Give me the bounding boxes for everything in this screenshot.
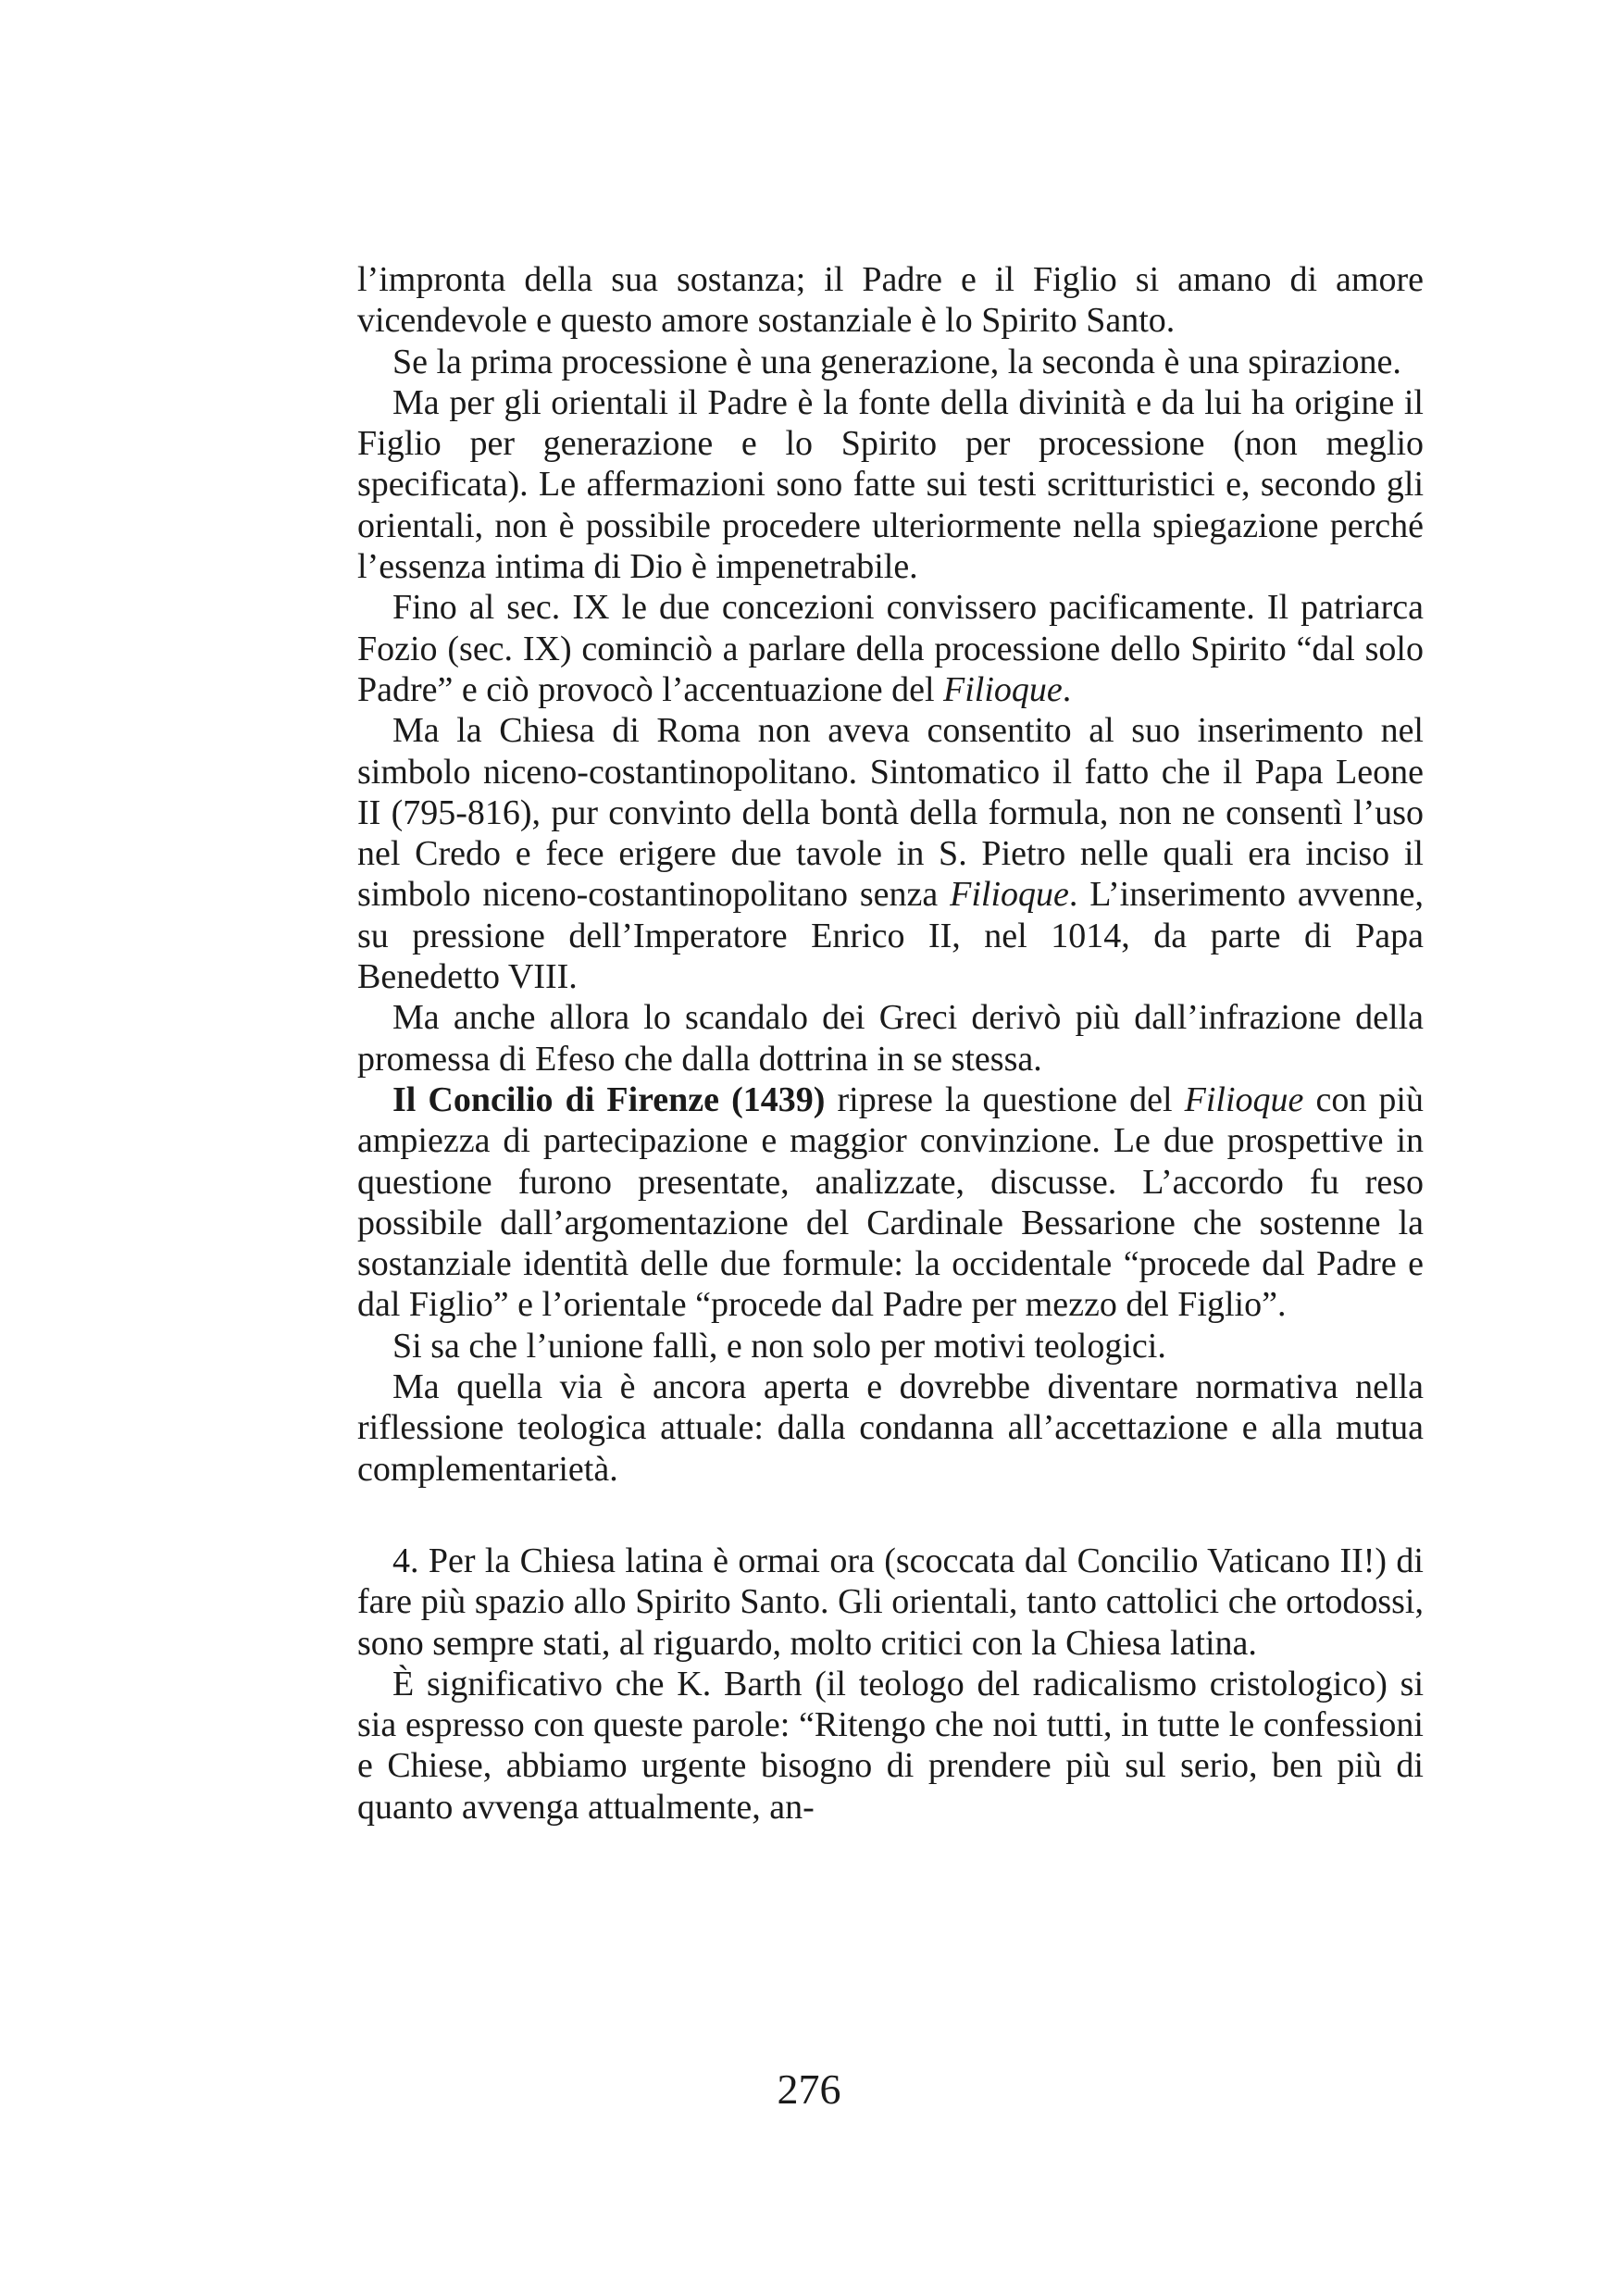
paragraph-9: Ma quella via è ancora aperta e dovrebbe diventare normativa nella riflessione teologica attuale: dalla condanna all’accettazione e alla mutua complementarietà.: [357, 1367, 1424, 1489]
paragraph-7: [357, 1079, 1424, 1326]
paragraph-3: Ma per gli orientali il Padre è la fonte della divinità e da lui ha origine il Figlio per generazione e lo Spirito per processione (non meglio specificata). Le affermazioni sono fatte sui testi scritturistici e, secondo gli orientali, non è possibile procedere ulteriormente nella spiegazione perché l’essenza intima di Dio è impenetrabile.: [357, 382, 1424, 587]
paragraph-1: l’impronta della sua sostanza; il Padre e il Figlio si amano di amore vicendevole e questo amore sostanziale è lo Spirito Santo.: [357, 260, 1424, 341]
section-two: [357, 1541, 1424, 1828]
paragraph-5-text-b: . L’inserimento avvenne, su pressione dell’Imperatore Enrico II, nel 1014, da parte di Papa Benedetto VIII.: [357, 875, 1424, 997]
paragraph-7-text-a: riprese la questione del: [825, 1079, 1185, 1119]
filioque-term: Filioque: [943, 669, 1063, 709]
paragraph-2: Se la prima processione è una generazione, la seconda è una spirazione.: [392, 342, 1401, 381]
paragraph-7-text-b: con più ampiezza di partecipazione e maggior convinzione. Le due prospettive in questione furono presentate, analizzate, discusse. L’accordo fu reso possibile dall’argomentazione del Cardinale Bessarione che sostenne la sostanziale identità delle due formule: la occidentale “procede dal Padre e dal Figlio” e l’orientale “procede dal Padre per mezzo del Figlio”.: [357, 1079, 1424, 1325]
paragraph-5-text-a: Ma la Chiesa di Roma non aveva consentito al suo inserimento nel simbolo niceno-costantinopolitano. Sintomatico il fatto che il Papa Leone II (795-816), pur convinto della bontà della formula, non ne consentì l’uso nel Credo e fece erigere due tavole in S. Pietro nelle quali era inciso il simbolo niceno-costantinopolitano senza: [357, 711, 1424, 915]
paragraph-6: Ma anche allora lo scandalo dei Greci derivò più dall’infrazione della promessa di Efeso che dalla dottrina in se stessa.: [357, 998, 1424, 1079]
paragraph-4-text: Fino al sec. IX le due concezioni convissero pacificamente. Il patriarca Fozio (sec. IX) cominciò a parlare della processione dello Spirito “dal solo Padre” e ciò provocò l’accentuazione del: [357, 588, 1424, 709]
page-body: [357, 259, 1424, 1828]
page-number: 276: [777, 2065, 841, 2113]
paragraph-4-end: .: [1062, 669, 1072, 709]
filioque-term: Filioque: [1184, 1079, 1304, 1119]
council-heading: Il Concilio di Firenze (1439): [392, 1079, 826, 1119]
section-spacer: [357, 1490, 1424, 1541]
paragraph-4: [357, 587, 1424, 710]
section-one: [357, 259, 1424, 1490]
paragraph-5: [357, 710, 1424, 997]
paragraph-11: È significativo che K. Barth (il teologo del radicalismo cristologico) si sia espresso con queste parole: “Ritengo che noi tutti, in tutte le confessioni e Chiese, abbiamo urgente bisogno di prendere più sul serio, ben più di quanto avvenga attualmente, an-: [357, 1664, 1424, 1827]
paragraph-10: 4. Per la Chiesa latina è ormai ora (scoccata dal Concilio Vaticano II!) di fare più spazio allo Spirito Santo. Gli orientali, tanto cattolici che ortodossi, sono sempre stati, al riguardo, molto critici con la Chiesa latina.: [357, 1541, 1424, 1663]
filioque-term: Filioque: [950, 875, 1069, 915]
paragraph-8: Si sa che l’unione fallì, e non solo per motivi teologici.: [392, 1326, 1166, 1366]
